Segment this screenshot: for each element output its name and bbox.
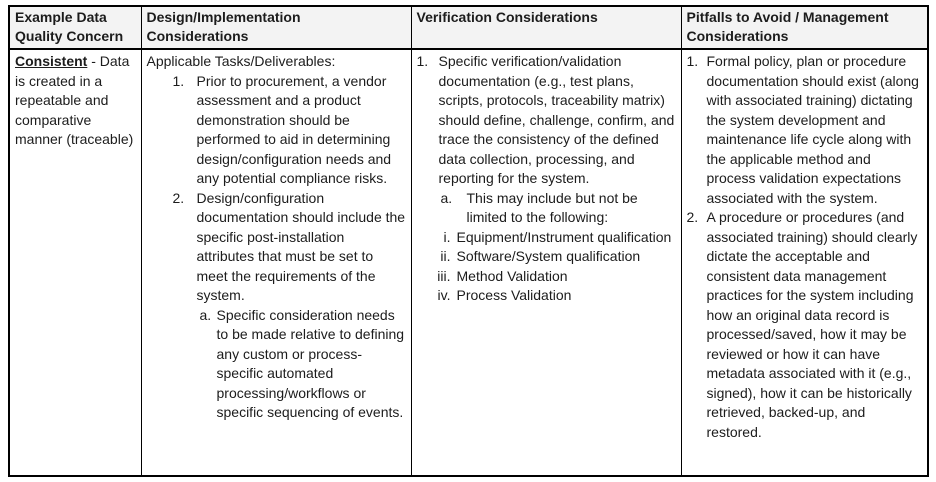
verification-item-1-text: Specific verification/validation documentation (e.g., test plans, scripts, protocols, traceability matrix) should define, challenge, confirm, and trace the consistency of the defined data collection, processing, and reporting for the system. (438, 53, 675, 186)
data-quality-table (8, 5, 929, 477)
design-intro: Applicable Tasks/Deliverables: (146, 53, 336, 69)
verification-item-1a-iii-number: iii. (437, 267, 451, 284)
design-item-1-number: 1. (172, 72, 185, 89)
verification-item-1a-ii-number: ii. (440, 248, 451, 264)
col-header-design-implementation: Design/Implementation Considerations (141, 6, 411, 49)
design-item-1-text: Prior to procurement, a vendor assessment and a product demonstration should be performed to aid in determining design/configuration needs and any potential compliance risks. (196, 72, 392, 186)
col-header-pitfalls-management: Pitfalls to Avoid / Management Considerations (681, 6, 928, 49)
cell-concern (9, 49, 141, 476)
design-item-1 (173, 72, 406, 189)
verification-item-1a-ii-text: Software/System qualification (456, 248, 641, 264)
verification-item-1a-ii (417, 247, 676, 267)
verification-item-1a-i-text: Equipment/Instrument qualification (456, 228, 672, 245)
verification-item-1a-text: This may include but not be limited to the following: (466, 189, 638, 225)
verification-item-1a-i-number: i. (443, 228, 451, 245)
cell-verification-considerations (411, 49, 681, 476)
col-header-example-data-quality-concern: Example Data Quality Concern (9, 6, 141, 49)
concern-term: Consistent (15, 53, 88, 69)
cell-pitfalls-management (681, 49, 928, 476)
design-item-2 (173, 189, 406, 306)
verification-item-1-number: 1. (416, 53, 429, 69)
verification-item-1a-number: a. (440, 189, 453, 206)
pitfalls-item-2 (687, 208, 923, 442)
pitfalls-item-1-number: 1. (686, 53, 699, 69)
verification-item-1a-iv-number: iv. (437, 287, 451, 303)
design-item-2-text: Design/configuration documentation should include the specific post-installation attributes that must be set to meet the requirements of the system. (196, 189, 406, 303)
verification-item-1a-iv-text: Process Validation (456, 287, 572, 303)
verification-item-1a-iv (417, 286, 676, 306)
design-item-2-number: 2. (172, 189, 185, 206)
pitfalls-item-2-number: 2. (686, 209, 699, 225)
header-row (9, 6, 928, 49)
design-item-2a-number: a. (199, 306, 212, 323)
concern-description: - Data is created in a repeatable and comparative manner (traceable) (15, 53, 134, 147)
pitfalls-item-1 (687, 52, 923, 208)
verification-item-1a (441, 189, 676, 228)
pitfalls-item-2-text: A procedure or procedures (and associated training) should clearly dictate the acceptable and consistent data management practices for the system including how an original data record is processed/saved, how it may be reviewed or how it can have metadata associated with it (e.g., signed), how it can be historically retrieved, backed-up, and restored. (706, 209, 918, 440)
cell-design-considerations (141, 49, 411, 476)
verification-item-1a-i (417, 228, 676, 248)
table-row (9, 49, 928, 476)
concern-text (15, 52, 136, 150)
verification-item-1 (417, 52, 676, 189)
verification-item-1a-iii (417, 267, 676, 287)
col-header-verification: Verification Considerations (411, 6, 681, 49)
verification-item-1a-iii-text: Method Validation (456, 267, 568, 284)
design-item-2a (200, 306, 406, 423)
pitfalls-item-1-text: Formal policy, plan or procedure documentation should exist (along with associated training) dictating the system development and maintenance life cycle along with the applicable method and process validation expectations associated with the system. (706, 53, 919, 206)
design-item-2a-text: Specific consideration needs to be made relative to defining any custom or process-specific automated processing/workflows or specific sequencing of events. (216, 306, 405, 420)
